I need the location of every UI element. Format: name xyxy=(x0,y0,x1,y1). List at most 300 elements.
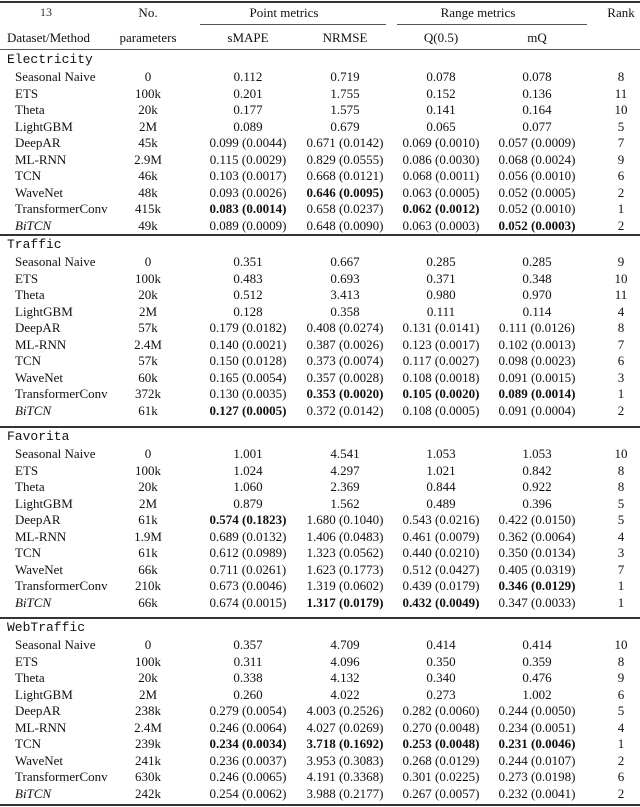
cell-rank: 8 xyxy=(617,320,625,335)
cell-mq: 0.476 xyxy=(522,670,552,685)
cell-q05: 0.285 xyxy=(426,254,456,269)
cell-params: 57k xyxy=(138,320,158,335)
cell-nrmse: 0.646 (0.0095) xyxy=(306,184,384,200)
header-parameters: parameters xyxy=(119,30,177,45)
cell-smape: 0.130 (0.0035) xyxy=(209,386,287,401)
cell-mq: 0.346 (0.0129) xyxy=(498,578,576,593)
cell-mq: 0.359 xyxy=(522,653,552,669)
cell-nrmse: 2.369 xyxy=(330,479,360,494)
cell-rank: 5 xyxy=(617,118,625,134)
cell-q05: 0.078 xyxy=(426,69,456,84)
cell-smape: 0.689 (0.0132) xyxy=(209,528,287,544)
cell-params: 100k xyxy=(135,270,161,286)
method-name: LightGBM xyxy=(15,303,73,319)
cell-mq: 0.348 xyxy=(522,270,552,286)
method-name: TCN xyxy=(15,736,41,751)
method-name: WaveNet xyxy=(15,752,64,768)
cell-params: 20k xyxy=(138,287,158,302)
cell-mq: 0.068 (0.0024) xyxy=(498,151,576,167)
table-row xyxy=(0,496,640,513)
table-row xyxy=(0,168,640,185)
cell-mq: 0.922 xyxy=(522,479,552,494)
cell-mq: 0.052 (0.0003) xyxy=(498,217,576,233)
section-rule xyxy=(0,234,640,236)
cell-q05: 1.021 xyxy=(426,462,456,478)
table-row xyxy=(0,353,640,370)
method-name: DeepAR xyxy=(15,320,61,335)
cell-smape: 0.127 (0.0005) xyxy=(209,402,287,418)
method-name: TCN xyxy=(15,545,41,560)
cell-rank: 1 xyxy=(617,736,625,751)
cell-smape: 0.201 xyxy=(233,85,263,101)
method-name: BiTCN xyxy=(15,402,52,418)
cell-smape: 0.574 (0.1823) xyxy=(209,512,287,527)
cell-rank: 4 xyxy=(617,303,625,319)
cell-mq: 0.244 (0.0050) xyxy=(498,703,576,718)
cell-mq: 0.098 (0.0023) xyxy=(498,353,576,368)
cell-rank: 5 xyxy=(617,495,625,511)
section-label: Traffic xyxy=(7,237,62,252)
cell-mq: 0.405 (0.0319) xyxy=(498,561,576,577)
cell-q05: 0.439 (0.0179) xyxy=(402,578,480,593)
cell-params: 2.4M xyxy=(134,336,162,352)
cell-smape: 0.351 xyxy=(233,254,263,269)
cell-q05: 0.117 (0.0027) xyxy=(402,353,480,368)
method-name: WaveNet xyxy=(15,561,64,577)
table-row xyxy=(0,304,640,321)
cell-rank: 6 xyxy=(617,769,625,784)
cell-nrmse: 0.668 (0.0121) xyxy=(306,168,384,183)
method-name: DeepAR xyxy=(15,135,61,150)
cell-q05: 0.253 (0.0048) xyxy=(402,736,480,751)
table-row xyxy=(0,529,640,546)
cell-q05: 0.063 (0.0005) xyxy=(402,184,480,200)
cell-params: 238k xyxy=(135,703,161,718)
header-nrmse: NRMSE xyxy=(322,30,368,45)
table-row xyxy=(0,769,640,786)
cell-rank: 4 xyxy=(617,528,625,544)
cell-nrmse: 3.413 xyxy=(330,287,360,302)
cell-mq: 0.234 (0.0051) xyxy=(498,719,576,735)
cell-nrmse: 4.003 (0.2526) xyxy=(306,703,384,718)
cell-mq: 0.842 xyxy=(522,462,552,478)
cell-nrmse: 4.541 xyxy=(330,446,360,461)
section-label: WebTraffic xyxy=(7,620,86,635)
header-q05: Q(0.5) xyxy=(423,30,459,45)
cell-params: 48k xyxy=(138,184,158,200)
cell-mq: 0.362 (0.0064) xyxy=(498,528,576,544)
cell-q05: 0.273 xyxy=(426,686,456,702)
table-row xyxy=(0,595,640,612)
cell-q05: 0.432 (0.0049) xyxy=(402,594,480,610)
table-row xyxy=(0,463,640,480)
cell-smape: 0.140 (0.0021) xyxy=(209,336,287,352)
cell-q05: 0.069 (0.0010) xyxy=(402,135,480,150)
cell-smape: 1.060 xyxy=(233,479,263,494)
cell-mq: 0.422 (0.0150) xyxy=(498,512,576,527)
cell-rank: 8 xyxy=(617,69,625,84)
table-row xyxy=(0,86,640,103)
cell-mq: 0.347 (0.0033) xyxy=(498,594,576,610)
cell-nrmse: 0.373 (0.0074) xyxy=(306,353,384,368)
cell-rank: 9 xyxy=(617,151,625,167)
cell-nrmse: 0.671 (0.0142) xyxy=(306,135,384,150)
cell-q05: 0.141 xyxy=(426,102,456,117)
cell-params: 0 xyxy=(144,254,152,269)
cell-nrmse: 0.372 (0.0142) xyxy=(306,402,384,418)
cell-params: 20k xyxy=(138,670,158,685)
cell-params: 2M xyxy=(138,118,158,134)
cell-rank: 6 xyxy=(617,168,625,183)
table-row xyxy=(0,753,640,770)
method-name: ETS xyxy=(15,85,39,101)
cell-params: 20k xyxy=(138,479,158,494)
cell-q05: 0.268 (0.0129) xyxy=(402,752,480,768)
cell-smape: 0.234 (0.0034) xyxy=(209,736,287,751)
cell-params: 415k xyxy=(135,201,161,216)
cell-mq: 0.970 xyxy=(522,287,552,302)
cell-params: 0 xyxy=(144,446,152,461)
cell-rank: 8 xyxy=(617,462,625,478)
cell-mq: 0.273 (0.0198) xyxy=(498,769,576,784)
cell-nrmse: 1.680 (0.1040) xyxy=(306,512,384,527)
cell-smape: 0.260 xyxy=(233,686,263,702)
cell-mq: 0.244 (0.0107) xyxy=(498,752,576,768)
cell-params: 2.4M xyxy=(134,719,162,735)
cell-q05: 0.105 (0.0020) xyxy=(402,386,480,401)
cell-rank: 1 xyxy=(617,201,625,216)
cell-smape: 0.165 (0.0054) xyxy=(209,369,287,385)
method-name: TCN xyxy=(15,353,41,368)
cell-q05: 0.062 (0.0012) xyxy=(402,201,480,216)
cell-nrmse: 1.623 (0.1773) xyxy=(306,561,384,577)
table-row xyxy=(0,185,640,202)
cell-params: 49k xyxy=(138,217,158,233)
cell-nrmse: 4.297 xyxy=(330,462,360,478)
header-mq: mQ xyxy=(527,30,547,45)
header-smape: sMAPE xyxy=(227,30,269,45)
cell-mq: 0.136 xyxy=(522,85,552,101)
cell-params: 61k xyxy=(138,512,158,527)
method-name: TCN xyxy=(15,168,41,183)
table-row xyxy=(0,545,640,562)
cell-params: 66k xyxy=(138,561,158,577)
cell-params: 210k xyxy=(135,578,161,593)
table-row xyxy=(0,386,640,403)
table-row xyxy=(0,337,640,354)
cell-q05: 0.108 (0.0018) xyxy=(402,369,480,385)
page-number: 13 xyxy=(40,5,52,19)
cell-smape: 0.236 (0.0037) xyxy=(209,752,287,768)
section-rule xyxy=(0,426,640,428)
cell-nrmse: 3.953 (0.3083) xyxy=(306,752,384,768)
range-metrics-underline xyxy=(397,24,587,25)
method-name: LightGBM xyxy=(15,495,73,511)
cell-q05: 0.350 xyxy=(426,653,456,669)
header-range-metrics: Range metrics xyxy=(440,5,516,20)
cell-q05: 0.267 (0.0057) xyxy=(402,785,480,801)
cell-params: 100k xyxy=(135,462,161,478)
cell-mq: 0.285 xyxy=(522,254,552,269)
cell-rank: 2 xyxy=(617,217,625,233)
cell-q05: 0.152 xyxy=(426,85,456,101)
cell-params: 2M xyxy=(138,686,158,702)
cell-mq: 0.089 (0.0014) xyxy=(498,386,576,401)
cell-nrmse: 0.387 (0.0026) xyxy=(306,336,384,352)
cell-params: 66k xyxy=(138,594,158,610)
section-label: Favorita xyxy=(7,429,70,444)
method-name: Seasonal Naive xyxy=(15,69,96,84)
cell-smape: 0.612 (0.0989) xyxy=(209,545,287,560)
cell-rank: 1 xyxy=(617,578,625,593)
cell-mq: 0.078 xyxy=(522,69,552,84)
cell-rank: 7 xyxy=(617,561,625,577)
cell-rank: 3 xyxy=(617,545,625,560)
cell-smape: 0.089 xyxy=(233,118,263,134)
table-row xyxy=(0,736,640,753)
header-rank: Rank xyxy=(607,5,635,20)
cell-smape: 0.128 xyxy=(233,303,263,319)
cell-mq: 0.414 xyxy=(522,637,552,652)
cell-mq: 0.056 (0.0010) xyxy=(498,168,576,183)
cell-rank: 4 xyxy=(617,719,625,735)
cell-smape: 0.179 (0.0182) xyxy=(209,320,287,335)
method-name: DeepAR xyxy=(15,512,61,527)
cell-nrmse: 4.027 (0.0269) xyxy=(306,719,384,735)
cell-q05: 0.065 xyxy=(426,118,456,134)
cell-params: 242k xyxy=(135,785,161,801)
cell-smape: 1.024 xyxy=(233,462,263,478)
cell-mq: 1.053 xyxy=(522,446,552,461)
table-row xyxy=(0,69,640,86)
cell-q05: 0.111 xyxy=(426,303,456,319)
cell-nrmse: 0.353 (0.0020) xyxy=(306,386,384,401)
table-row xyxy=(0,720,640,737)
cell-q05: 0.063 (0.0003) xyxy=(402,217,480,233)
method-name: LightGBM xyxy=(15,686,73,702)
cell-params: 0 xyxy=(144,637,152,652)
cell-nrmse: 4.132 xyxy=(330,670,360,685)
cell-rank: 9 xyxy=(617,254,625,269)
table-row xyxy=(0,512,640,529)
table-row xyxy=(0,135,640,152)
method-name: LightGBM xyxy=(15,118,73,134)
cell-nrmse: 1.406 (0.0483) xyxy=(306,528,384,544)
cell-smape: 0.512 xyxy=(233,287,263,302)
method-name: BiTCN xyxy=(15,217,52,233)
cell-nrmse: 0.648 (0.0090) xyxy=(306,217,384,233)
cell-mq: 0.231 (0.0046) xyxy=(498,736,576,751)
method-name: ETS xyxy=(15,270,39,286)
cell-nrmse: 0.829 (0.0555) xyxy=(306,151,384,167)
cell-q05: 0.108 (0.0005) xyxy=(402,402,480,418)
cell-params: 2.9M xyxy=(134,151,162,167)
cell-params: 239k xyxy=(135,736,161,751)
cell-smape: 0.673 (0.0046) xyxy=(209,578,287,593)
table-row xyxy=(0,562,640,579)
cell-rank: 10 xyxy=(614,102,628,117)
header-no: No. xyxy=(138,5,158,20)
table-row xyxy=(0,218,640,235)
table-row xyxy=(0,578,640,595)
table-row xyxy=(0,446,640,463)
cell-rank: 10 xyxy=(614,637,628,652)
table-row xyxy=(0,479,640,496)
cell-params: 241k xyxy=(135,752,161,768)
method-name: Seasonal Naive xyxy=(15,446,96,461)
cell-nrmse: 3.988 (0.2177) xyxy=(306,785,384,801)
method-name: TransformerConv xyxy=(15,386,108,401)
method-name: ML-RNN xyxy=(15,151,67,167)
table-row xyxy=(0,687,640,704)
cell-mq: 0.102 (0.0013) xyxy=(498,336,576,352)
header-point-metrics: Point metrics xyxy=(249,5,319,20)
cell-rank: 8 xyxy=(617,479,625,494)
cell-smape: 0.115 (0.0029) xyxy=(209,151,287,167)
cell-params: 0 xyxy=(144,69,152,84)
cell-nrmse: 1.319 (0.0602) xyxy=(306,578,384,593)
cell-rank: 3 xyxy=(617,369,625,385)
cell-mq: 0.052 (0.0010) xyxy=(498,201,576,216)
cell-rank: 5 xyxy=(617,703,625,718)
cell-nrmse: 1.317 (0.0179) xyxy=(306,594,384,610)
cell-nrmse: 0.667 xyxy=(330,254,360,269)
cell-q05: 0.123 (0.0017) xyxy=(402,336,480,352)
cell-params: 46k xyxy=(138,168,158,183)
cell-smape: 0.177 xyxy=(233,102,263,117)
method-name: Theta xyxy=(15,670,45,685)
cell-q05: 0.086 (0.0030) xyxy=(402,151,480,167)
top-rule xyxy=(0,1,640,3)
cell-smape: 0.093 (0.0026) xyxy=(209,184,287,200)
method-name: Seasonal Naive xyxy=(15,637,96,652)
cell-nrmse: 4.709 xyxy=(330,637,360,652)
cell-smape: 0.150 (0.0128) xyxy=(209,353,287,368)
cell-smape: 0.112 xyxy=(233,69,263,84)
cell-mq: 0.091 (0.0015) xyxy=(498,369,576,385)
cell-rank: 2 xyxy=(617,184,625,200)
cell-nrmse: 0.719 xyxy=(330,69,360,84)
cell-nrmse: 0.358 xyxy=(330,303,360,319)
cell-rank: 7 xyxy=(617,135,625,150)
cell-mq: 0.077 xyxy=(522,118,552,134)
header-rule xyxy=(0,49,640,50)
cell-rank: 10 xyxy=(614,270,628,286)
cell-mq: 1.002 xyxy=(522,686,552,702)
header-dataset-method: Dataset/Method xyxy=(7,30,91,45)
cell-nrmse: 0.408 (0.0274) xyxy=(306,320,384,335)
cell-params: 372k xyxy=(135,386,161,401)
cell-params: 100k xyxy=(135,653,161,669)
cell-rank: 6 xyxy=(617,686,625,702)
table-row xyxy=(0,403,640,420)
table-row xyxy=(0,201,640,218)
method-name: WaveNet xyxy=(15,369,64,385)
cell-rank: 11 xyxy=(614,85,628,101)
cell-nrmse: 1.575 xyxy=(330,102,360,117)
section-rule xyxy=(0,804,640,806)
method-name: TransformerConv xyxy=(15,769,108,784)
cell-mq: 0.164 xyxy=(522,102,552,117)
cell-params: 20k xyxy=(138,102,158,117)
cell-nrmse: 4.022 xyxy=(330,686,360,702)
cell-mq: 0.396 xyxy=(522,495,552,511)
cell-params: 2M xyxy=(138,495,158,511)
table-row xyxy=(0,637,640,654)
point-metrics-underline xyxy=(200,24,386,25)
cell-q05: 0.371 xyxy=(426,270,456,286)
table-row xyxy=(0,703,640,720)
cell-smape: 0.711 (0.0261) xyxy=(209,561,287,577)
cell-q05: 0.131 (0.0141) xyxy=(402,320,480,335)
cell-smape: 0.311 xyxy=(233,653,263,669)
table-row xyxy=(0,786,640,803)
cell-smape: 1.001 xyxy=(233,446,263,461)
section-label: Electricity xyxy=(7,52,93,67)
cell-q05: 0.543 (0.0216) xyxy=(402,512,480,527)
method-name: WaveNet xyxy=(15,184,64,200)
cell-params: 100k xyxy=(135,85,161,101)
method-name: ETS xyxy=(15,653,39,669)
cell-nrmse: 1.755 xyxy=(330,85,360,101)
cell-rank: 5 xyxy=(617,512,625,527)
cell-smape: 0.246 (0.0064) xyxy=(209,719,287,735)
method-name: DeepAR xyxy=(15,703,61,718)
cell-smape: 0.083 (0.0014) xyxy=(209,201,287,216)
table-row xyxy=(0,271,640,288)
cell-q05: 0.301 (0.0225) xyxy=(402,769,480,784)
method-name: Theta xyxy=(15,479,45,494)
cell-rank: 2 xyxy=(617,785,625,801)
section-rule xyxy=(0,617,640,619)
method-name: TransformerConv xyxy=(15,578,108,593)
cell-mq: 0.091 (0.0004) xyxy=(498,402,576,418)
cell-nrmse: 1.323 (0.0562) xyxy=(306,545,384,560)
cell-smape: 0.254 (0.0062) xyxy=(209,785,287,801)
cell-nrmse: 3.718 (0.1692) xyxy=(306,736,384,751)
table-row xyxy=(0,102,640,119)
cell-smape: 0.357 xyxy=(233,637,263,652)
method-name: Theta xyxy=(15,287,45,302)
method-name: TransformerConv xyxy=(15,201,108,216)
cell-nrmse: 4.191 (0.3368) xyxy=(306,769,384,784)
cell-mq: 0.052 (0.0005) xyxy=(498,184,576,200)
cell-rank: 2 xyxy=(617,752,625,768)
cell-smape: 0.483 xyxy=(233,270,263,286)
cell-rank: 1 xyxy=(617,594,625,610)
cell-smape: 0.099 (0.0044) xyxy=(209,135,287,150)
cell-params: 61k xyxy=(138,402,158,418)
table-row xyxy=(0,119,640,136)
cell-nrmse: 0.658 (0.0237) xyxy=(306,201,384,216)
cell-params: 61k xyxy=(138,545,158,560)
cell-smape: 0.246 (0.0065) xyxy=(209,769,287,784)
cell-mq: 0.232 (0.0041) xyxy=(498,785,576,801)
cell-mq: 0.111 (0.0126) xyxy=(499,320,575,335)
cell-params: 1.9M xyxy=(134,528,162,544)
cell-rank: 10 xyxy=(614,446,628,461)
cell-q05: 1.053 xyxy=(426,446,456,461)
cell-smape: 0.338 xyxy=(233,670,263,685)
table-row xyxy=(0,670,640,687)
cell-rank: 8 xyxy=(617,653,625,669)
cell-rank: 11 xyxy=(614,287,628,302)
cell-rank: 2 xyxy=(617,402,625,418)
table-row xyxy=(0,320,640,337)
cell-smape: 0.089 (0.0009) xyxy=(209,217,287,233)
cell-q05: 0.844 xyxy=(426,479,456,494)
table-row xyxy=(0,287,640,304)
